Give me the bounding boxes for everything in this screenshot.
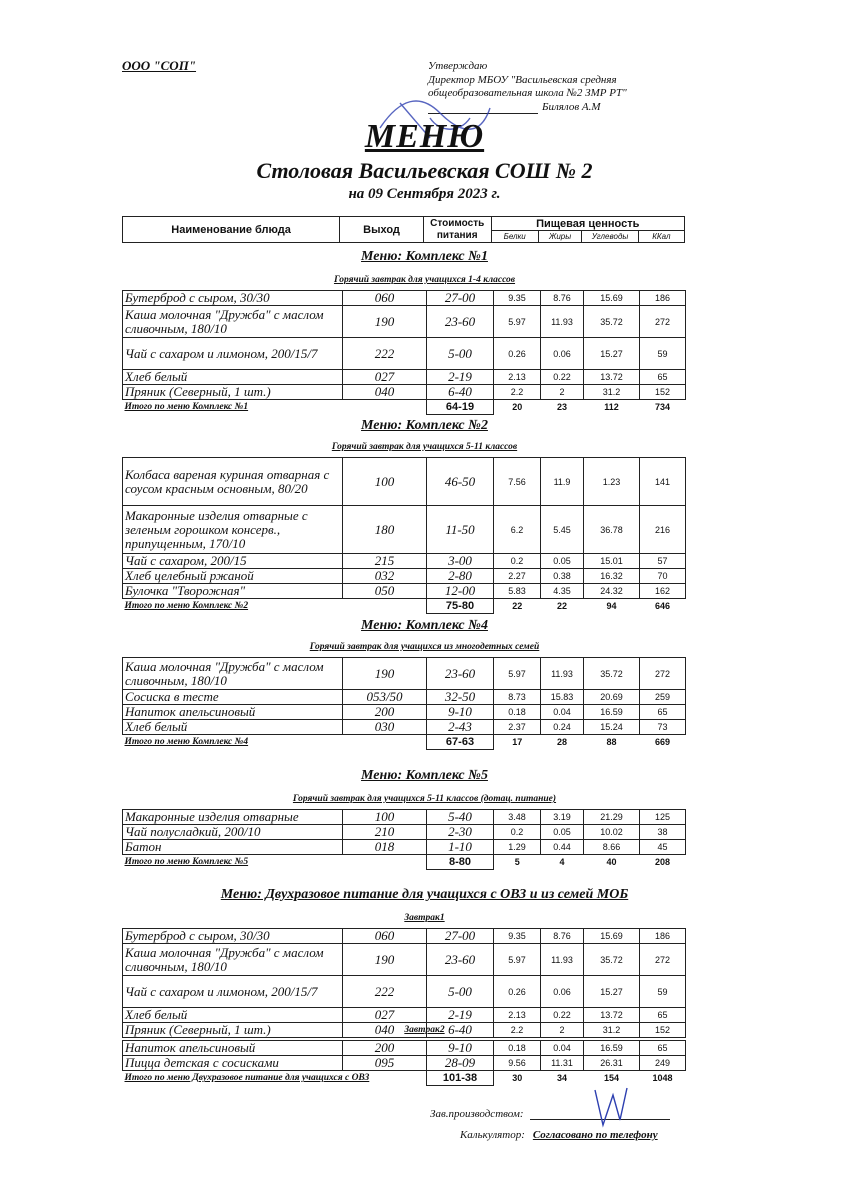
total-k: 208	[654, 857, 671, 868]
dish-protein: 9.35	[494, 291, 541, 306]
dish-fat: 0.22	[541, 1008, 584, 1023]
dish-name: Хлеб белый	[123, 1008, 343, 1023]
total-f: 28	[556, 737, 567, 748]
total-row	[123, 400, 686, 415]
dish-row	[123, 1041, 686, 1056]
dish-carbs: 15.01	[584, 554, 640, 569]
dish-row	[123, 569, 686, 584]
dish-output: 027	[343, 1008, 427, 1023]
column-header-table	[122, 216, 685, 243]
dish-output: 095	[343, 1056, 427, 1071]
dish-output: 190	[343, 944, 427, 976]
dish-cost: 23-60	[427, 944, 494, 976]
section-subtitle: Горячий завтрак для учащихся 5-11 классов	[331, 442, 518, 452]
dish-cost: 6-40	[427, 385, 494, 400]
group-subtitle: Завтрак2	[404, 1025, 445, 1035]
dish-kcal: 272	[640, 306, 686, 338]
dish-output: 100	[343, 810, 427, 825]
dish-row	[123, 825, 686, 840]
col-carbs-header: Углеводы	[582, 231, 638, 243]
dish-carbs: 16.59	[584, 1041, 640, 1056]
col-protein-header: Белки	[491, 231, 538, 243]
total-k: 646	[654, 601, 671, 612]
dish-name: Каша молочная "Дружба" с маслом сливочным, 180/10	[123, 658, 343, 690]
dish-cost: 5-40	[427, 810, 494, 825]
total-c: 40	[606, 857, 617, 868]
dish-name: Чай с сахаром и лимоном, 200/15/7	[123, 338, 343, 370]
dish-fat: 11.9	[541, 458, 584, 506]
total-f: 22	[556, 601, 567, 612]
dish-row	[123, 944, 686, 976]
dish-kcal: 249	[640, 1056, 686, 1071]
dish-row	[123, 976, 686, 1008]
dish-output: 222	[343, 976, 427, 1008]
section-title: Меню: Двухразовое питание для учащихся с ОВЗ и из семей МОБ	[220, 887, 629, 902]
dish-protein: 8.73	[494, 690, 541, 705]
dish-protein: 0.18	[494, 1041, 541, 1056]
dish-output: 190	[343, 306, 427, 338]
dish-kcal: 186	[640, 291, 686, 306]
col-name-header: Наименование блюда	[123, 217, 340, 243]
dish-name: Чай с сахаром, 200/15	[123, 554, 343, 569]
dish-name: Напиток апельсиновый	[123, 1041, 343, 1056]
dish-kcal: 272	[640, 944, 686, 976]
dish-fat: 0.38	[541, 569, 584, 584]
dish-protein: 2.27	[494, 569, 541, 584]
total-row	[123, 599, 686, 614]
dish-kcal: 73	[640, 720, 686, 735]
dish-kcal: 272	[640, 658, 686, 690]
dish-output: 210	[343, 825, 427, 840]
dish-row	[123, 306, 686, 338]
dish-name: Колбаса вареная куриная отварная с соусом красным основным, 80/20	[123, 458, 343, 506]
canteen-name: Столовая Васильевская СОШ № 2	[256, 158, 593, 183]
dish-kcal: 141	[640, 458, 686, 506]
dish-fat: 3.19	[541, 810, 584, 825]
dish-carbs: 20.69	[584, 690, 640, 705]
dish-kcal: 65	[640, 370, 686, 385]
dish-fat: 5.45	[541, 506, 584, 554]
dish-kcal: 65	[640, 705, 686, 720]
dish-kcal: 216	[640, 506, 686, 554]
col-fat-header: Жиры	[538, 231, 581, 243]
dish-kcal: 38	[640, 825, 686, 840]
menu-table	[122, 809, 686, 870]
dish-name: Сосиска в тесте	[123, 690, 343, 705]
dish-carbs: 8.66	[584, 840, 640, 855]
total-k: 734	[654, 402, 671, 413]
dish-output: 215	[343, 554, 427, 569]
dish-name: Пряник (Северный, 1 шт.)	[123, 1023, 343, 1038]
dish-cost: 2-19	[427, 1008, 494, 1023]
dish-row	[123, 458, 686, 506]
dish-carbs: 31.2	[584, 1023, 640, 1038]
dish-kcal: 152	[640, 1023, 686, 1038]
dish-fat: 11.93	[541, 306, 584, 338]
dish-kcal: 59	[640, 976, 686, 1008]
dish-row	[123, 929, 686, 944]
dish-name: Макаронные изделия отварные	[123, 810, 343, 825]
dish-cost: 5-00	[427, 338, 494, 370]
dish-kcal: 125	[640, 810, 686, 825]
dish-fat: 0.22	[541, 370, 584, 385]
section-subtitle: Горячий завтрак для учащихся 5-11 классов (дотац. питание)	[292, 794, 557, 804]
dish-name: Бутерброд с сыром, 30/30	[123, 929, 343, 944]
dish-protein: 1.29	[494, 840, 541, 855]
dish-name: Хлеб белый	[123, 720, 343, 735]
dish-name: Хлеб белый	[123, 370, 343, 385]
col-output-header: Выход	[340, 217, 424, 243]
total-row	[123, 735, 686, 750]
dish-name: Чай полусладкий, 200/10	[123, 825, 343, 840]
dish-cost: 2-19	[427, 370, 494, 385]
menu-table	[122, 457, 686, 614]
dish-fat: 15.83	[541, 690, 584, 705]
dish-row	[123, 720, 686, 735]
total-k: 669	[654, 737, 671, 748]
dish-protein: 3.48	[494, 810, 541, 825]
dish-name: Чай с сахаром и лимоном, 200/15/7	[123, 976, 343, 1008]
dish-row	[123, 291, 686, 306]
dish-kcal: 57	[640, 554, 686, 569]
group-subtitle: Завтрак1	[404, 913, 445, 923]
dish-row	[123, 658, 686, 690]
dish-name: Пряник (Северный, 1 шт.)	[123, 385, 343, 400]
dish-output: 053/50	[343, 690, 427, 705]
dish-row	[123, 840, 686, 855]
dish-protein: 2.13	[494, 1008, 541, 1023]
dish-kcal: 152	[640, 385, 686, 400]
dish-output: 060	[343, 929, 427, 944]
dish-fat: 11.31	[541, 1056, 584, 1071]
dish-output: 200	[343, 705, 427, 720]
dish-name: Пицца детская с сосисками	[123, 1056, 343, 1071]
dish-output: 222	[343, 338, 427, 370]
dish-cost: 32-50	[427, 690, 494, 705]
dish-carbs: 15.27	[584, 338, 640, 370]
dish-carbs: 24.32	[584, 584, 640, 599]
dish-output: 060	[343, 291, 427, 306]
dish-fat: 0.04	[541, 705, 584, 720]
dish-fat: 0.06	[541, 976, 584, 1008]
dish-fat: 2	[541, 385, 584, 400]
total-p: 22	[512, 601, 523, 612]
dish-cost: 2-80	[427, 569, 494, 584]
dish-output: 030	[343, 720, 427, 735]
dish-kcal: 186	[640, 929, 686, 944]
menu-date: на 09 Сентября 2023 г.	[348, 186, 501, 202]
dish-cost: 9-10	[427, 1041, 494, 1056]
dish-cost: 46-50	[427, 458, 494, 506]
dish-cost: 2-30	[427, 825, 494, 840]
dish-protein: 7.56	[494, 458, 541, 506]
col-cost-header: Стоимость питания	[423, 217, 491, 243]
dish-cost: 12-00	[427, 584, 494, 599]
dish-fat: 0.24	[541, 720, 584, 735]
dish-protein: 2.37	[494, 720, 541, 735]
dish-protein: 5.97	[494, 306, 541, 338]
dish-cost: 27-00	[427, 291, 494, 306]
dish-fat: 0.04	[541, 1041, 584, 1056]
approval-line: Утверждаю	[428, 60, 488, 72]
total-p: 20	[512, 402, 523, 413]
dish-carbs: 13.72	[584, 370, 640, 385]
total-f: 23	[556, 402, 567, 413]
approval-line: общеобразовательная школа №2 ЗМР РТ"	[428, 87, 627, 99]
total-f: 34	[556, 1073, 567, 1084]
dish-row	[123, 1008, 686, 1023]
dish-carbs: 35.72	[584, 658, 640, 690]
dish-kcal: 65	[640, 1041, 686, 1056]
dish-output: 050	[343, 584, 427, 599]
dish-kcal: 70	[640, 569, 686, 584]
section-title: Меню: Комплекс №4	[361, 618, 488, 633]
total-f: 4	[559, 857, 565, 868]
total-label: Итого по меню Комплекс №4	[124, 737, 249, 748]
dish-fat: 11.93	[541, 944, 584, 976]
dish-output: 180	[343, 506, 427, 554]
total-cost: 67-63	[427, 735, 494, 750]
dish-kcal: 259	[640, 690, 686, 705]
dish-cost: 27-00	[427, 929, 494, 944]
dish-fat: 2	[541, 1023, 584, 1038]
dish-row	[123, 506, 686, 554]
dish-protein: 2.13	[494, 370, 541, 385]
page-title: МЕНЮ	[364, 118, 485, 155]
section-title: Меню: Комплекс №5	[361, 768, 488, 783]
dish-cost: 28-09	[427, 1056, 494, 1071]
total-c: 154	[603, 1073, 620, 1084]
dish-protein: 5.83	[494, 584, 541, 599]
total-label: Итого по меню Комплекс №2	[124, 601, 249, 612]
dish-protein: 0.2	[494, 825, 541, 840]
menu-table	[122, 290, 686, 415]
dish-carbs: 15.24	[584, 720, 640, 735]
dish-output: 027	[343, 370, 427, 385]
dish-row	[123, 810, 686, 825]
total-cost: 101-38	[427, 1071, 494, 1086]
dish-carbs: 10.02	[584, 825, 640, 840]
dish-row	[123, 554, 686, 569]
dish-cost: 11-50	[427, 506, 494, 554]
dish-cost: 23-60	[427, 658, 494, 690]
dish-carbs: 35.72	[584, 306, 640, 338]
dish-carbs: 26.31	[584, 1056, 640, 1071]
dish-carbs: 15.69	[584, 291, 640, 306]
dish-protein: 0.2	[494, 554, 541, 569]
dish-row	[123, 690, 686, 705]
total-p: 5	[514, 857, 520, 868]
total-c: 88	[606, 737, 617, 748]
dish-cost: 1-10	[427, 840, 494, 855]
dish-carbs: 21.29	[584, 810, 640, 825]
dish-protein: 0.26	[494, 338, 541, 370]
dish-row	[123, 385, 686, 400]
section-subtitle: Горячий завтрак для учащихся из многодетных семей	[309, 642, 540, 652]
dish-protein: 9.35	[494, 929, 541, 944]
dish-cost: 3-00	[427, 554, 494, 569]
dish-carbs: 16.32	[584, 569, 640, 584]
menu-table	[122, 657, 686, 750]
approver-name: Билялов А.М	[542, 100, 601, 113]
dish-protein: 2.2	[494, 1023, 541, 1038]
dish-cost: 6-40	[427, 1023, 494, 1038]
dish-carbs: 35.72	[584, 944, 640, 976]
total-p: 30	[512, 1073, 523, 1084]
dish-fat: 8.76	[541, 291, 584, 306]
col-kcal-header: ККал	[638, 231, 684, 243]
dish-cost: 23-60	[427, 306, 494, 338]
dish-carbs: 36.78	[584, 506, 640, 554]
dish-cost: 9-10	[427, 705, 494, 720]
dish-output: 032	[343, 569, 427, 584]
organization-name: ООО "СОП"	[122, 58, 197, 73]
section-title: Меню: Комплекс №2	[361, 418, 488, 433]
total-row	[123, 855, 686, 870]
dish-cost: 2-43	[427, 720, 494, 735]
dish-fat: 8.76	[541, 929, 584, 944]
dish-carbs: 15.69	[584, 929, 640, 944]
total-label: Итого по меню Комплекс №5	[124, 857, 249, 868]
dish-kcal: 45	[640, 840, 686, 855]
dish-protein: 0.18	[494, 705, 541, 720]
dish-fat: 4.35	[541, 584, 584, 599]
section-title: Меню: Комплекс №1	[361, 249, 488, 264]
dish-fat: 11.93	[541, 658, 584, 690]
dish-name: Напиток апельсиновый	[123, 705, 343, 720]
dish-name: Бутерброд с сыром, 30/30	[123, 291, 343, 306]
total-c: 112	[604, 402, 619, 413]
calculator-signature	[585, 1080, 635, 1140]
total-cost: 64-19	[427, 400, 494, 415]
dish-carbs: 15.27	[584, 976, 640, 1008]
dish-fat: 0.06	[541, 338, 584, 370]
dish-carbs: 13.72	[584, 1008, 640, 1023]
total-c: 94	[606, 601, 617, 612]
dish-output: 190	[343, 658, 427, 690]
dish-name: Булочка "Творожная"	[123, 584, 343, 599]
dish-name: Хлеб целебный ржаной	[123, 569, 343, 584]
calculator-label: Калькулятор:	[460, 1129, 525, 1141]
dish-protein: 2.2	[494, 385, 541, 400]
production-label: Зав.производством:	[430, 1108, 524, 1120]
dish-protein: 5.97	[494, 658, 541, 690]
total-label: Итого по меню Комплекс №1	[124, 402, 249, 413]
dish-kcal: 162	[640, 584, 686, 599]
dish-output: 040	[343, 385, 427, 400]
dish-carbs: 31.2	[584, 385, 640, 400]
dish-output: 100	[343, 458, 427, 506]
total-cost: 8-80	[427, 855, 494, 870]
dish-protein: 5.97	[494, 944, 541, 976]
dish-name: Каша молочная "Дружба" с маслом сливочным, 180/10	[123, 944, 343, 976]
dish-protein: 6.2	[494, 506, 541, 554]
dish-kcal: 59	[640, 338, 686, 370]
total-label: Итого по меню Двухразовое питание для учащихся с ОВЗ	[124, 1073, 370, 1084]
dish-fat: 0.05	[541, 554, 584, 569]
dish-output: 040	[343, 1023, 427, 1038]
total-k: 1048	[652, 1073, 673, 1084]
dish-output: 200	[343, 1041, 427, 1056]
dish-row	[123, 1056, 686, 1071]
dish-cost: 5-00	[427, 976, 494, 1008]
menu-table	[122, 928, 686, 1038]
dish-protein: 9.56	[494, 1056, 541, 1071]
total-p: 17	[512, 737, 523, 748]
col-nutrition-header: Пищевая ценность	[491, 217, 684, 231]
dish-carbs: 16.59	[584, 705, 640, 720]
dish-fat: 0.44	[541, 840, 584, 855]
dish-name: Батон	[123, 840, 343, 855]
section-subtitle: Горячий завтрак для учащихся 1-4 классов	[333, 275, 516, 285]
dish-name: Макаронные изделия отварные с зеленым горошком консерв., припущенным, 170/10	[123, 506, 343, 554]
dish-output: 018	[343, 840, 427, 855]
dish-fat: 0.05	[541, 825, 584, 840]
dish-row	[123, 338, 686, 370]
total-cost: 75-80	[427, 599, 494, 614]
dish-row	[123, 584, 686, 599]
dish-name: Каша молочная "Дружба" с маслом сливочным, 180/10	[123, 306, 343, 338]
dish-carbs: 1.23	[584, 458, 640, 506]
dish-row	[123, 370, 686, 385]
dish-protein: 0.26	[494, 976, 541, 1008]
dish-kcal: 65	[640, 1008, 686, 1023]
dish-row	[123, 705, 686, 720]
calculator-value: Согласовано по телефону	[532, 1129, 658, 1141]
approval-line: Директор МБОУ "Васильевская средняя	[428, 73, 617, 86]
